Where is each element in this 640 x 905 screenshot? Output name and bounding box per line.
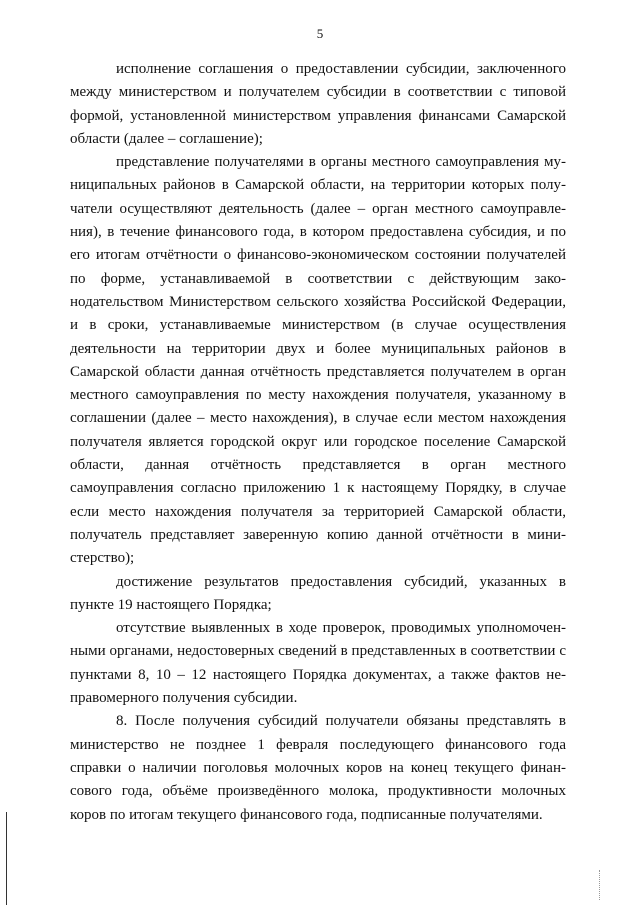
paragraph-section-8: 8. После получения субсидий получатели обязаны представлять в министерство не позднее 1 февраля последующего финансового года справки о наличии поголовья молочных коров на конец текущего финансового года, объёме произведённого молока, продуктивности молочных коров по итогам текущего финансового года, подписанные получателями. xyxy=(70,713,566,823)
page-number: 5 xyxy=(316,26,324,41)
scan-edge-line xyxy=(6,812,7,905)
paragraph-inspection-findings: отсутствие выявленных в ходе проверок, проводимых уполномоченными органами, недостоверных сведений в представленных в соответствии с пунктами 8, 10 – 12 настоящего Порядка документах, а также фактов неправомерного получения субсидии. xyxy=(70,620,566,707)
scan-artifact xyxy=(599,870,602,900)
paragraph-results-achievement: достижение результатов предоставления субсидий, указанных в пункте 19 настоящего Порядка; xyxy=(70,573,566,613)
paragraph-reporting-submission: представление получателями в органы местного самоуправления муниципальных районов в Самарской области, на территории которых получатели осуществляют деятельность (далее – орган местного самоуправления), в течение финансового года, в котором предоставлена субсидия, и по его итогам отчётности о финансово-экономическом состоянии получателей по форме, устанавливаемой в соответствии с действующим законодательством Министерством сельского хозяйства Российской Федерации, и в сроки, устанавливаемые министерством (в случае осуществления деятельности на территории двух и более муниципальных районов в Самарской области данная отчётность представляется получателем в орган местного самоуправления по месту нахождения получателя, указанному в соглашении (далее – место нахождения), в случае если местом нахождения получателя является городской округ или городское поселение Самарской области, данная отчётность представляется в орган местного самоуправления согласно приложению 1 к настоящему Порядку, в случае если место нахождения получателя за территорией Самарской области, получатель представляет заверенную копию данной отчётности в министерство); xyxy=(70,154,566,567)
paragraph-agreement-execution: исполнение соглашения о предоставлении субсидии, заключенного между министерством и получателем субсидии в соответствии с типовой формой, установленной министерством управления финансами Самарской области (далее – соглашение); xyxy=(70,61,566,147)
document-body xyxy=(70,58,566,827)
